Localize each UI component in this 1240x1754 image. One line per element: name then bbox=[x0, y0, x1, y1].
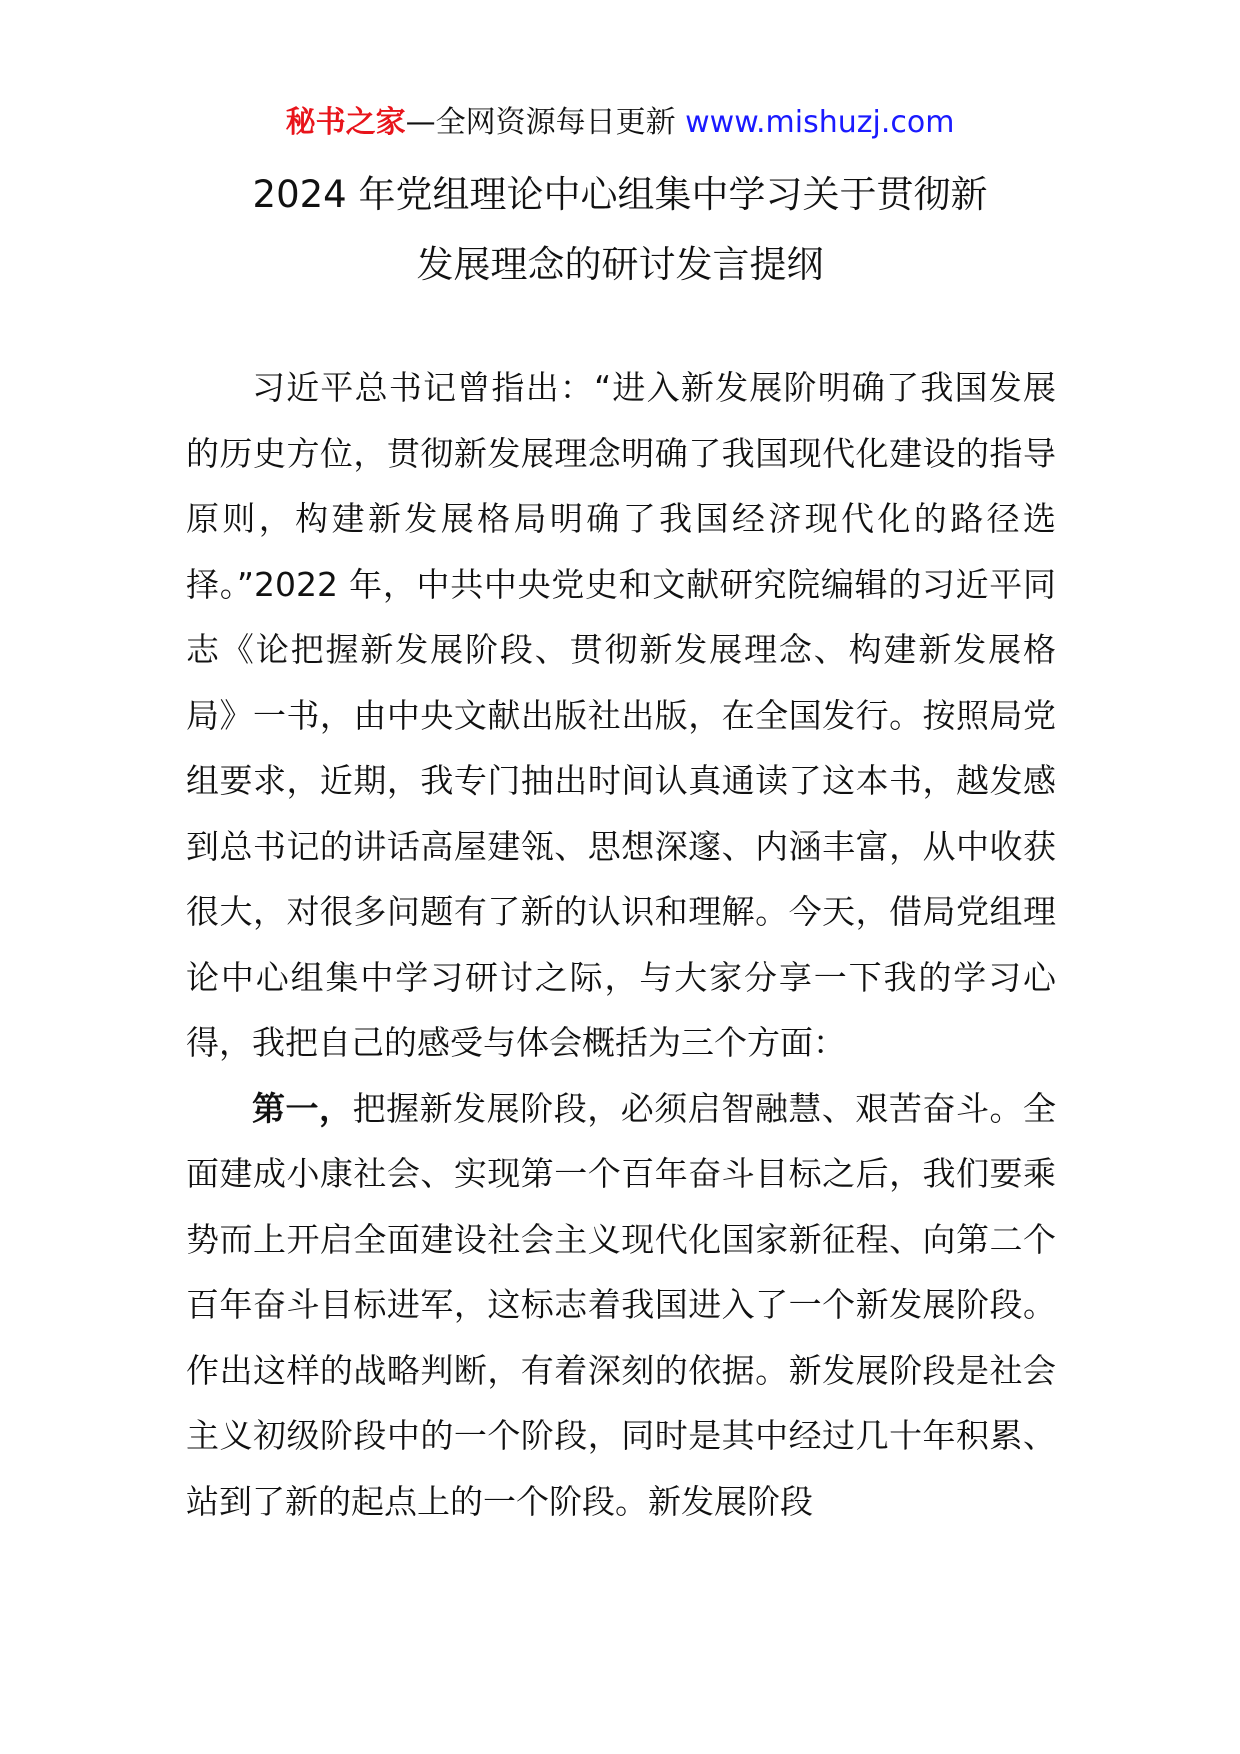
site-header bbox=[0, 103, 1240, 143]
brand-name: 秘书之家 bbox=[285, 105, 406, 140]
document-body bbox=[186, 355, 1056, 1534]
document-title bbox=[150, 160, 1090, 300]
first-point-body: 全面建成小康社会、实现第一个百年奋斗目标之后，我们要乘势而上开启全面建设社会主义现代化国家新征程、向第二个百年奋斗目标进军，这标志着我国进入了一个新发展阶段。作出这样的战略判断，有着深刻的依据。新发展阶段是社会主义初级阶段中的一个阶段，同时是其中经过几十年积累、站到了新的起点上的一个阶段。新发展阶段 bbox=[186, 1088, 1057, 1521]
header-tagline: —全网资源每日更新 bbox=[405, 105, 686, 140]
title-line-2: 发展理念的研讨发言提纲 bbox=[416, 243, 824, 286]
intro-paragraph: 习近平总书记曾指出：“进入新发展阶明确了我国发展的历史方位，贯彻新发展理念明确了我国现代化建设的指导原则，构建新发展格局明确了我国经济现代化的路径选择。”2022 年，中共中央党史和文献研究院编辑的习近平同志《论把握新发展阶段、贯彻新发展理念、构建新发展格局》一书，由中央文献出版社出版，在全国发行。按照局党组要求，近期，我专门抽出时间认真通读了这本书，越发感到总书记的讲话高屋建瓴、思想深邃、内涵丰富，从中收获很大，对很多问题有了新的认识和理解。今天，借局党组理论中心组集中学习研讨之际，与大家分享一下我的学习心得，我把自己的感受与体会概括为三个方面： bbox=[186, 368, 1056, 1062]
title-line-1: 2024 年党组理论中心组集中学习关于贯彻新 bbox=[252, 173, 988, 216]
first-point-paragraph bbox=[186, 1076, 1056, 1535]
site-url-link[interactable]: www.mishuzj.com bbox=[685, 105, 955, 140]
first-point-heading: 把握新发展阶段，必须启智融慧、艰苦奋斗。 bbox=[352, 1088, 1024, 1128]
first-point-label: 第一， bbox=[252, 1088, 353, 1128]
